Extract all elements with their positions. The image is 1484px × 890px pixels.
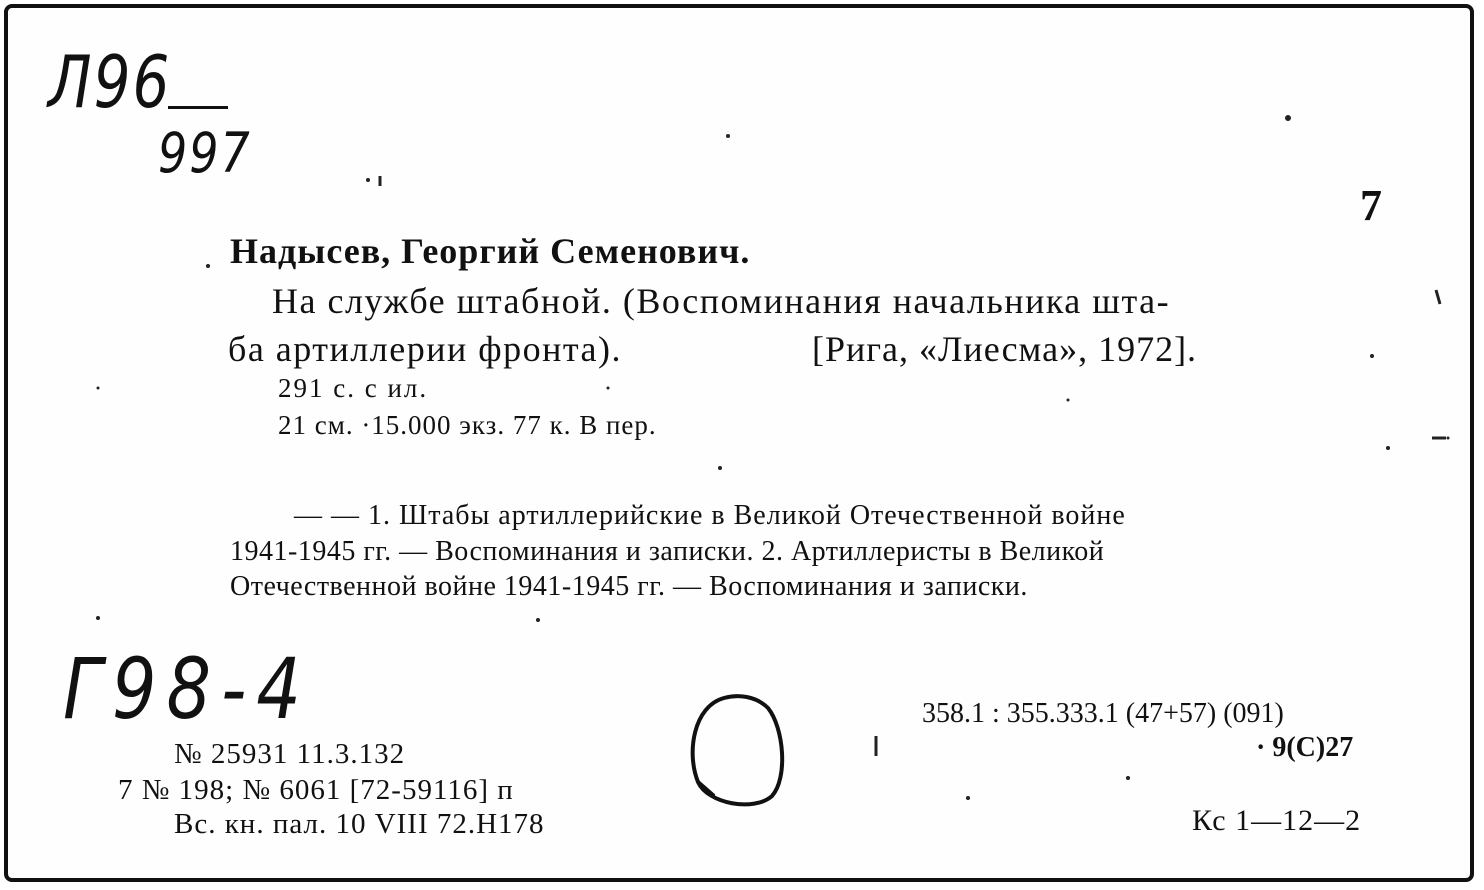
catalog-card bbox=[4, 4, 1474, 882]
ks-code: Кс 1—12—2 bbox=[1192, 804, 1362, 837]
author-heading: Надысев, Георгий Семенович. bbox=[230, 231, 751, 271]
collation-line-2: 21 см. ·15.000 экз. 77 к. В пер. bbox=[278, 410, 657, 440]
handwritten-fraction-line bbox=[168, 106, 228, 109]
handwritten-shelf-mark-bottom: 997 bbox=[158, 120, 252, 186]
subject-headings-line-2: 1941-1945 гг. — Воспоминания и записки. 2. Артиллеристы в Великой bbox=[230, 536, 1105, 567]
handwritten-code: Г98-4 bbox=[63, 639, 311, 739]
card-number: 7 bbox=[1360, 181, 1382, 230]
title-line-2: ба артиллерии фронта). bbox=[228, 329, 622, 369]
collation-line-1: 291 с. с ил. bbox=[278, 373, 429, 403]
registry-line-3: Вс. кн. пал. 10 VIII 72.Н178 bbox=[174, 808, 545, 840]
handwritten-shelf-mark-top: Л96 bbox=[48, 39, 172, 125]
udc-index: 358.1 : 355.333.1 (47+57) (091) bbox=[922, 698, 1284, 729]
registry-line-1: № 25931 11.3.132 bbox=[174, 738, 406, 770]
bbk-index: · 9(С)27 bbox=[1256, 732, 1354, 763]
oval-stamp-mark bbox=[684, 692, 794, 812]
registry-line-2: 7 № 198; № 6061 [72-59116] п bbox=[118, 774, 514, 806]
subject-headings-line-1: — — 1. Штабы артиллерийские в Великой Отечественной войне bbox=[294, 500, 1126, 531]
publication-info: [Рига, «Лиесма», 1972]. bbox=[812, 329, 1198, 369]
title-line-1: На службе штабной. (Воспоминания начальника шта- bbox=[272, 281, 1171, 321]
subject-headings-line-3: Отечественной войне 1941-1945 гг. — Воспоминания и записки. bbox=[230, 571, 1028, 602]
